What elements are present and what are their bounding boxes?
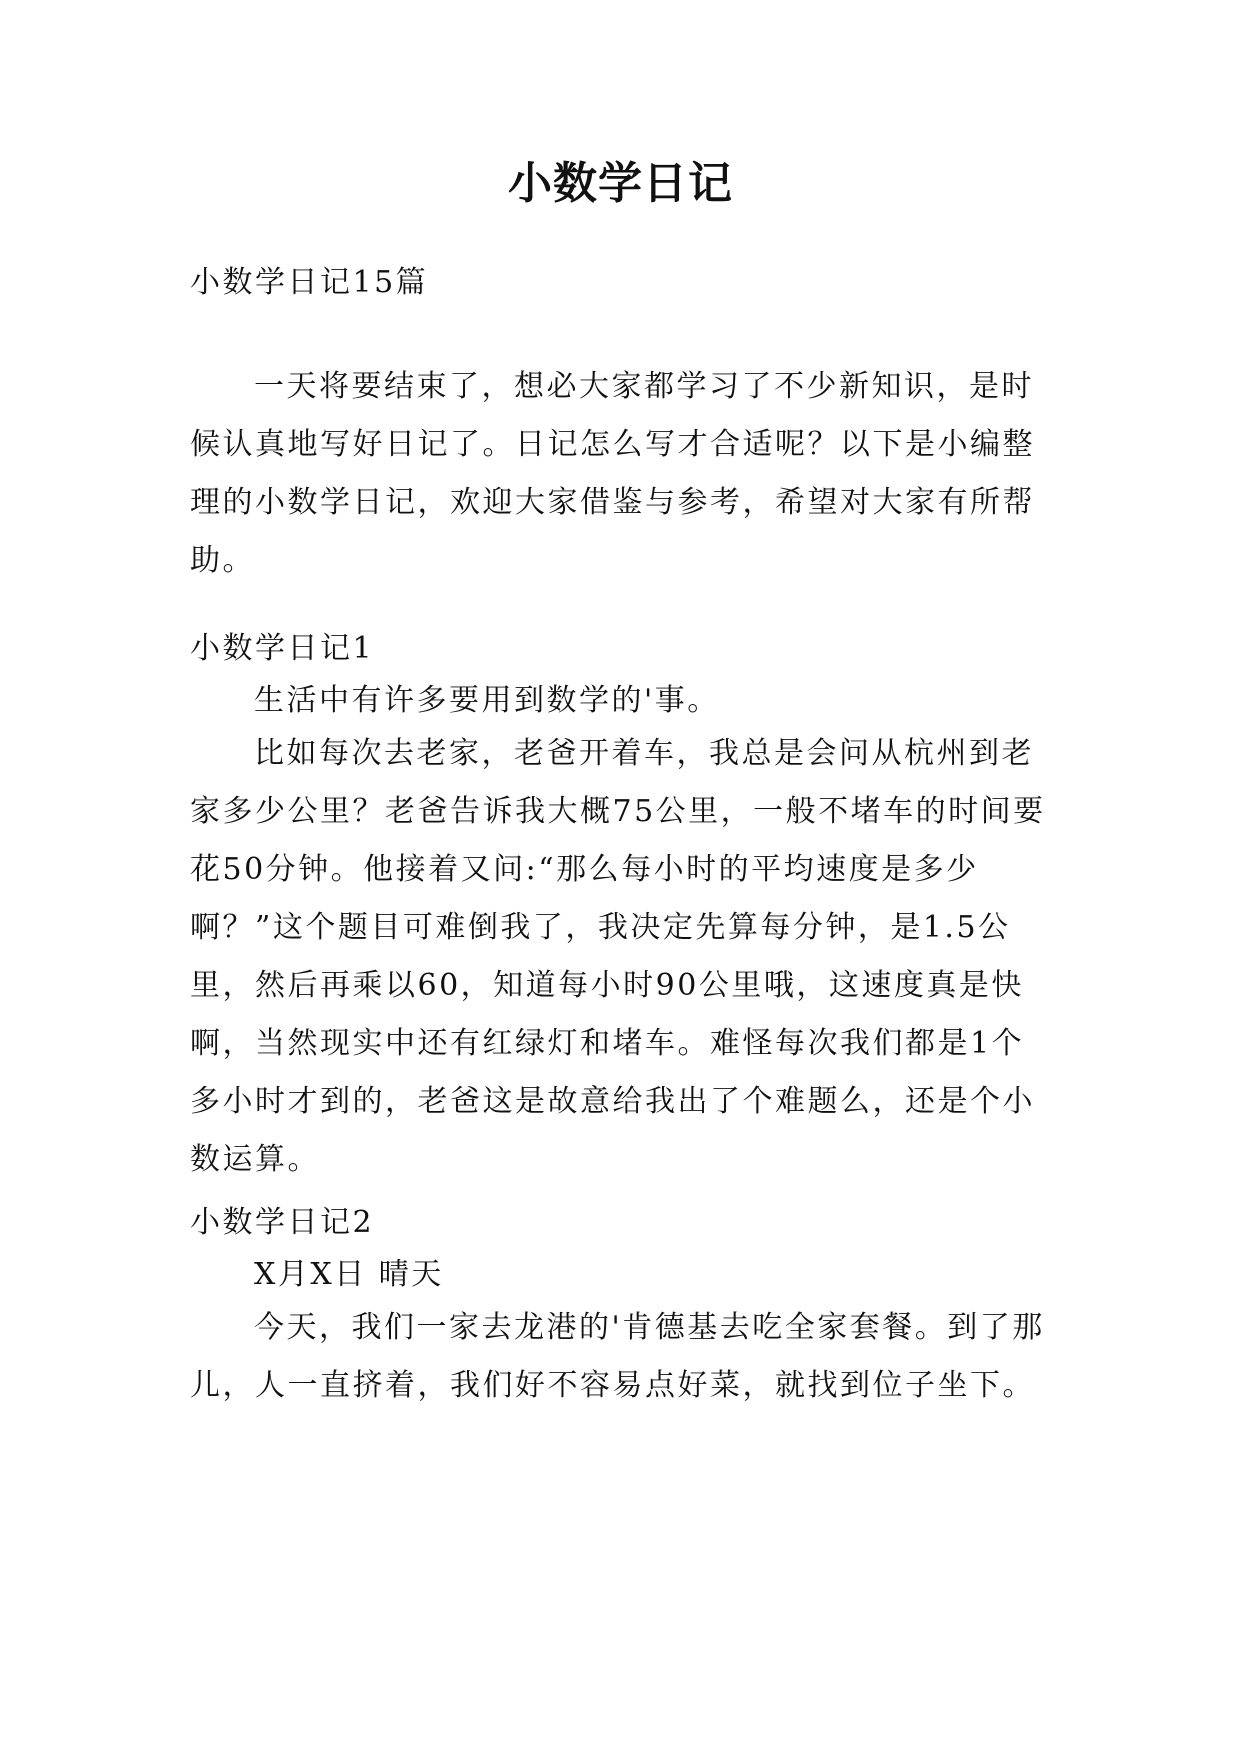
section-paragraph: 生活中有许多要用到数学的'事。 [254,683,720,718]
section-heading: 小数学日记2 [190,1205,375,1240]
section-paragraph: 今天，我们一家去龙港的'肯德基去吃全家套餐。到了那儿，人一直挤着，我们好不容易点好菜，就找到位子坐下。 [190,1310,1045,1403]
intro-paragraph: 一天将要结束了，想必大家都学习了不少新知识，是时候认真地写好日记了。日记怎么写才合适呢？以下是小编整理的小数学日记，欢迎大家借鉴与参考，希望对大家有所帮助。 [190,369,1035,578]
section-paragraph: X月X日 晴天 [254,1257,444,1292]
document-subtitle: 小数学日记15篇 [190,265,429,300]
document-title: 小数学日记 [508,158,733,209]
section-heading: 小数学日记1 [190,631,375,666]
section-paragraph: 比如每次去老家，老爸开着车，我总是会问从杭州到老家多少公里？老爸告诉我大概75公里，一般不堵车的时间要花50分钟。他接着又问:“那么每小时的平均速度是多少啊？”这个题目可难倒我了，我决定先算每分钟，是1.5公里，然后再乘以60，知道每小时90公里哦，这速度真是快啊，当然现实中还有红绿灯和堵车。难怪每次我们都是1个多小时才到的，老爸这是故意给我出了个难题么，还是个小数运算。 [190,736,1046,1177]
